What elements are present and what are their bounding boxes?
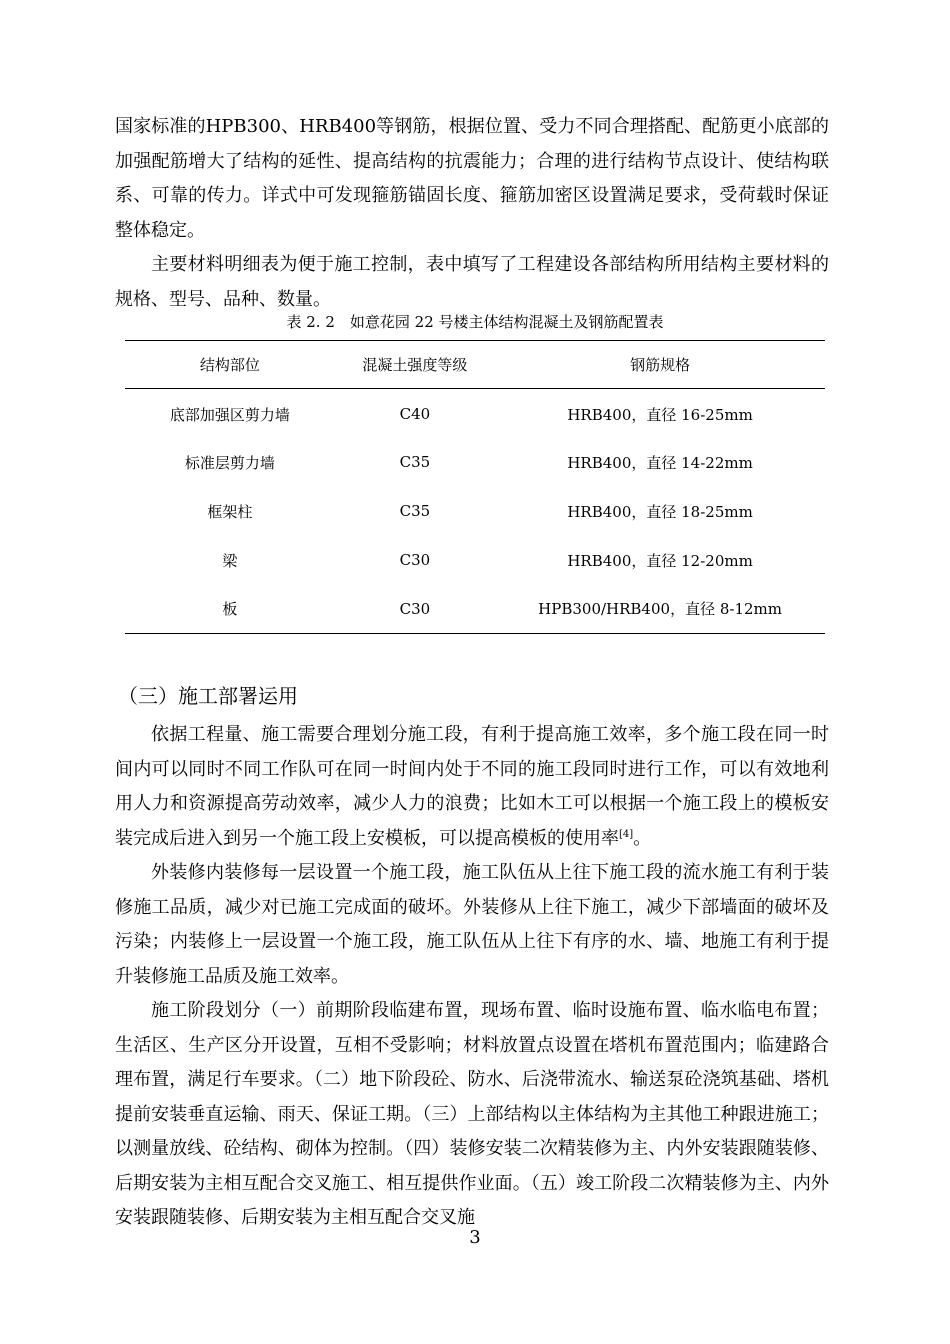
cell-structure-part: 标准层剪力墙: [184, 453, 275, 472]
table-caption: 表 2. 2 如意花园 22 号楼主体结构混凝土及钢筋配置表: [286, 313, 664, 331]
paragraph-end-punct: 。: [633, 827, 652, 849]
header-rebar-spec: 钢筋规格: [495, 341, 825, 389]
cell-rebar-spec: HRB400，直径 12-20mm: [567, 551, 753, 570]
cell-rebar-spec: HRB400，直径 18-25mm: [567, 502, 753, 521]
page-number: 3: [469, 1227, 481, 1248]
citation-reference: [4]: [619, 828, 634, 840]
cell-concrete-grade: C40: [399, 405, 431, 424]
header-structure-part: 结构部位: [125, 341, 335, 389]
cell-concrete-grade: C35: [399, 502, 431, 520]
paragraph-construction-segments: [115, 718, 829, 856]
table-row: [125, 389, 825, 438]
cell-structure-part: 梁: [222, 551, 238, 570]
table-row: [125, 487, 825, 536]
paragraph-construction-stages: 施工阶段划分（一）前期阶段临建布置，现场布置、临时设施布置、临水临电布置；生活区、生产区分开设置，互相不受影响；材料放置点设置在塔机布置范围内；临建路合理布置，满足行车要求。（二）地下阶段砼、防水、后浇带流水、输送泵砼浇筑基础、塔机提前安装垂直运输、雨天、保证工期。（三）上部结构以主体结构为主其他工种跟进施工；以测量放线、砼结构、砌体为控制。（四）装修安装二次精装修为主、内外安装跟随装修、后期安装为主相互配合交叉施工、相互提供作业面。（五）竣工阶段二次精装修为主、内外安装跟随装修、后期安装为主相互配合交叉施: [115, 1000, 829, 1228]
cell-concrete-grade: C30: [399, 551, 431, 569]
section-heading: （三）施工部署运用: [118, 684, 298, 708]
cell-structure-part: 板: [125, 585, 335, 634]
cell-concrete-grade: C35: [399, 453, 431, 471]
paragraph-material-table-intro: 主要材料明细表为便于施工控制，表中填写了工程建设各部结构所用结构主要材料的规格、型号、品种、数量。: [115, 254, 829, 310]
paragraph-rebar-standards: 国家标准的HPB300、HRB400等钢筋，根据位置、受力不同合理搭配、配筋更小底部的加强配筋增大了结构的延性、提高结构的抗震能力；合理的进行结构节点设计、使结构联系、可靠的传力。详式中可发现箍筋锚固长度、箍筋加密区设置满足要求，受荷载时保证整体稳定。: [115, 116, 829, 241]
concrete-rebar-table: [125, 340, 825, 634]
cell-rebar-spec: HRB400，直径 14-22mm: [567, 453, 753, 472]
table-row: [125, 536, 825, 585]
paragraph-text: 依据工程量、施工需要合理划分施工段，有利于提高施工效率，多个施工段在同一时间内可以同时不同工作队可在同一时间内处于不同的施工段同时进行工作，可以有效地利用人力和资源提高劳动效率，减少人力的浪费；比如木工可以根据一个施工段上的模板安装完成后进入到另一个施工段上安模板，可以提高模板的使用率: [115, 724, 829, 849]
cell-rebar-spec: HPB300/HRB400，直径 8-12mm: [495, 585, 825, 634]
cell-concrete-grade: C30: [335, 585, 495, 634]
cell-rebar-spec: HRB400，直径 16-25mm: [567, 405, 753, 424]
header-concrete-grade: 混凝土强度等级: [335, 341, 495, 389]
cell-structure-part: 框架柱: [207, 502, 253, 521]
table-header-row: [125, 341, 825, 389]
paragraph-decoration-segments: 外装修内装修每一层设置一个施工段，施工队伍从上往下施工段的流水施工有利于装修施工品质，减少对已施工完成面的破坏。外装修从上往下施工，减少下部墙面的破坏及污染；内装修上一层设置一个施工段，施工队伍从上往下有序的水、墙、地施工有利于提升装修施工品质及施工效率。: [115, 862, 829, 987]
cell-structure-part: 底部加强区剪力墙: [169, 405, 290, 424]
table-row: [125, 438, 825, 487]
table-row: [125, 585, 825, 634]
